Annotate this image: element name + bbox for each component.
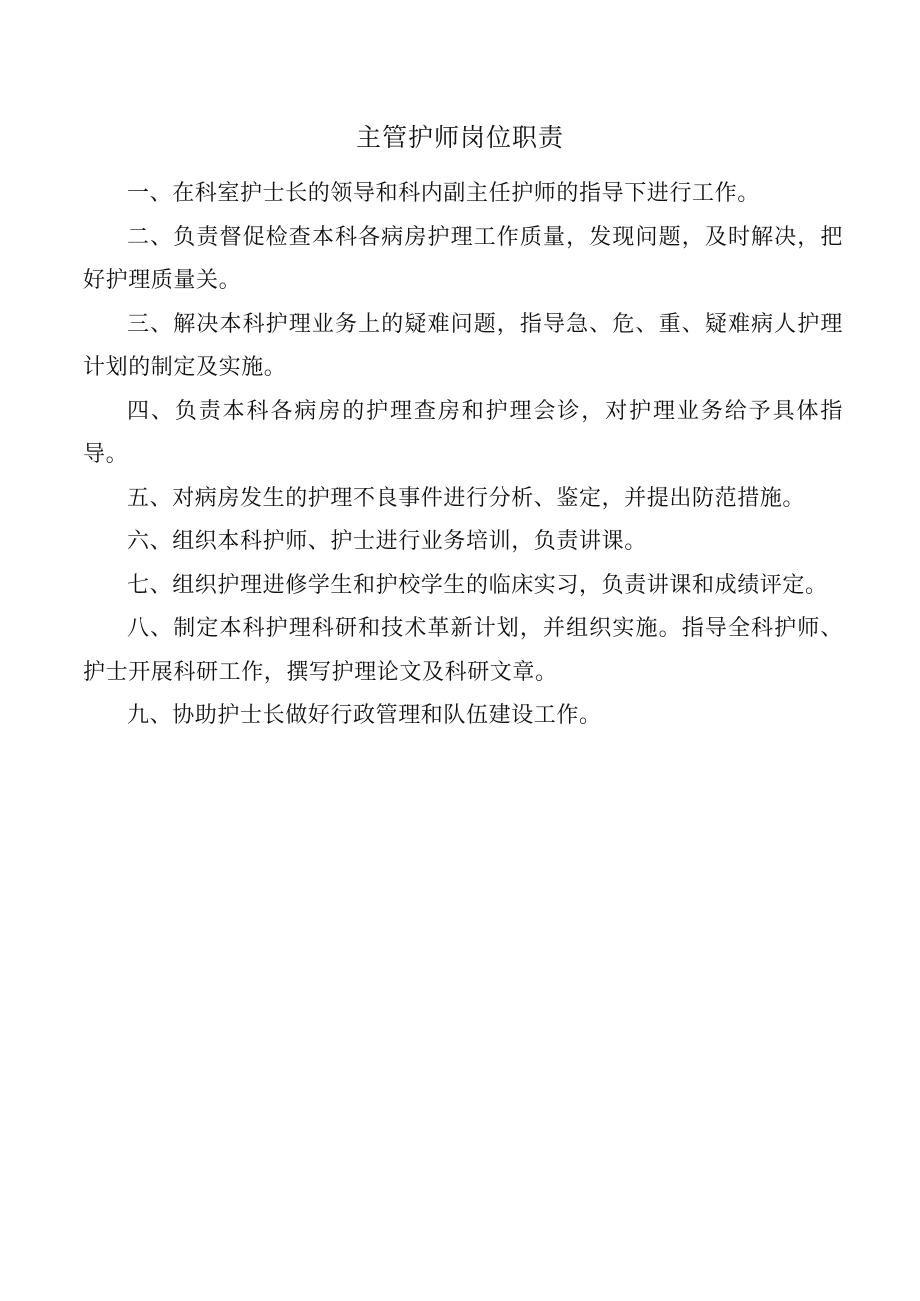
duty-item-9: 九、协助护士长做好行政管理和队伍建设工作。 (127, 703, 602, 728)
duty-item-7: 七、组织护理进修学生和护校学生的临床实习，负责讲课和成绩评定。 (127, 572, 828, 598)
duty-item-5: 五、对病房发生的护理不良事件进行分析、鉴定，并提出防范措施。 (127, 485, 806, 511)
duty-item-6: 六、组织本科护师、护士进行业务培训，负责讲课。 (127, 529, 647, 554)
document-body (83, 172, 843, 738)
duty-item-8: 八、制定本科护理科研和技术革新计划，并组织实施。指导全科护师、护士开展科研工作，撰写护理论文及科研文章。 (83, 616, 843, 685)
duty-item-3: 三、解决本科护理业务上的疑难问题，指导急、危、重、疑难病人护理计划的制定及实施。 (83, 311, 843, 380)
duty-item-2: 二、负责督促检查本科各病房护理工作质量，发现问题，及时解决，把好护理质量关。 (83, 224, 843, 293)
duty-item-4: 四、负责本科各病房的护理查房和护理会诊，对护理业务给予具体指导。 (83, 398, 843, 467)
duty-item-1: 一、在科室护士长的领导和科内副主任护师的指导下进行工作。 (127, 181, 760, 206)
document-title: 主管护师岗位职责 (355, 123, 564, 152)
